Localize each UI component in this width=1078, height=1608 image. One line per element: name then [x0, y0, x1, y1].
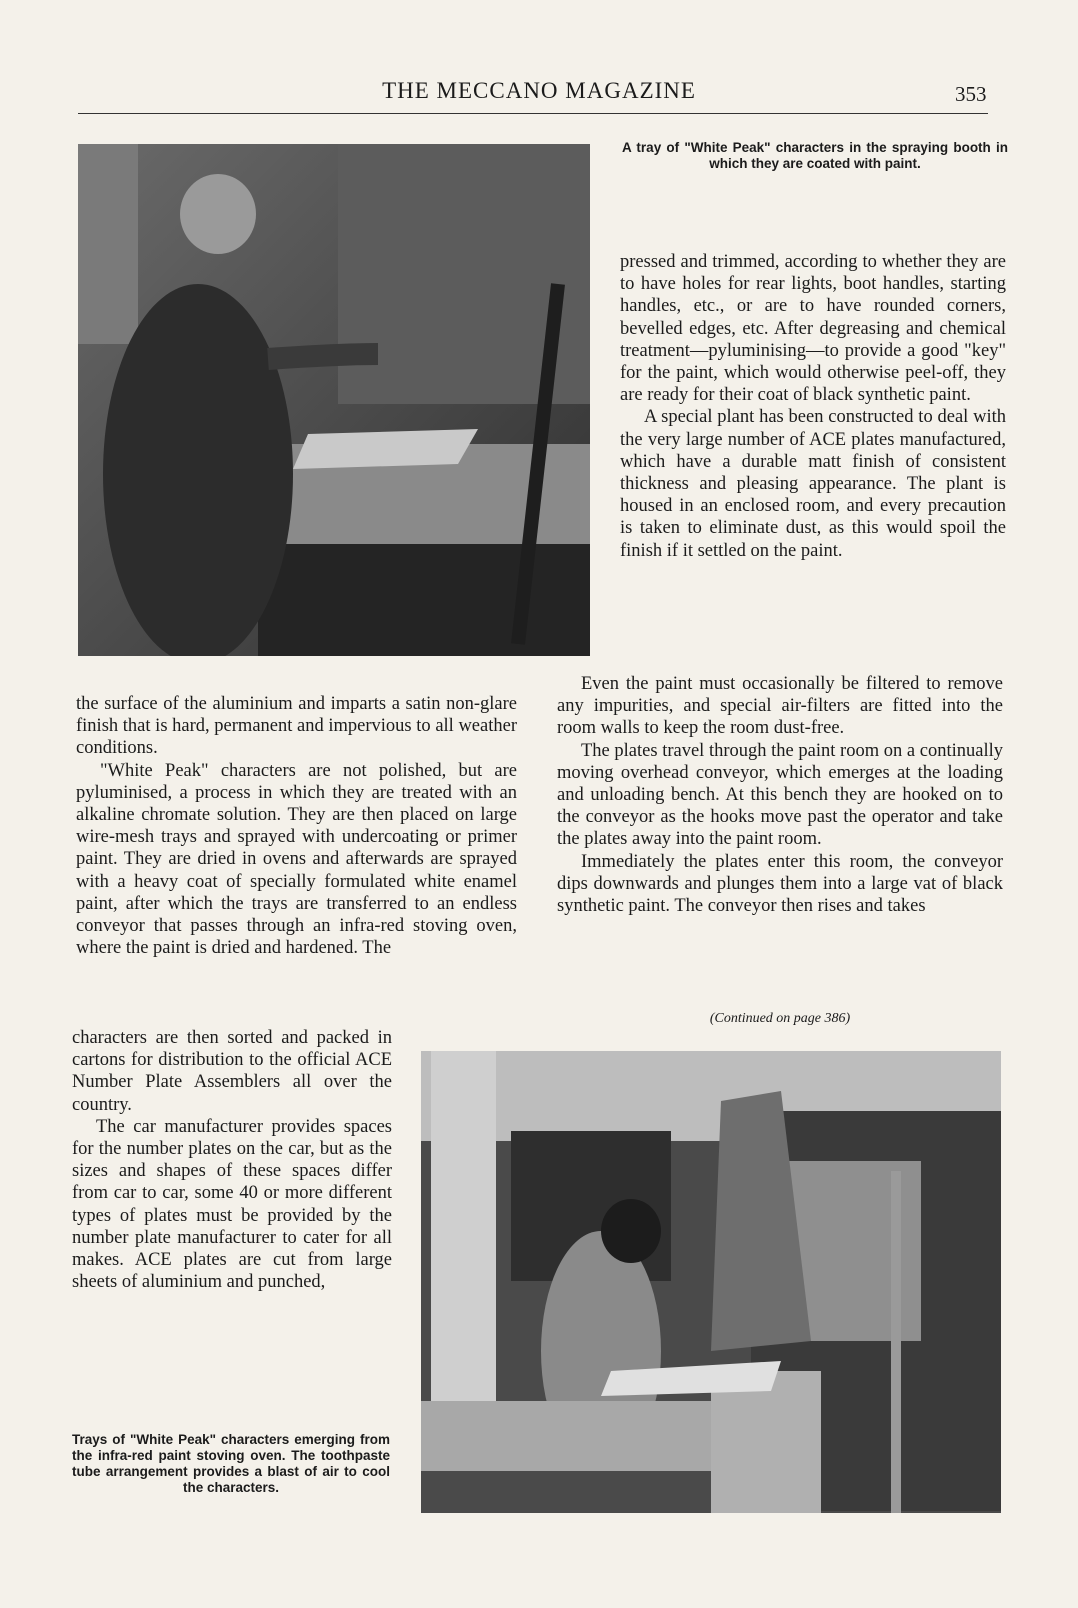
- paragraph: The car manufacturer provides spaces for the number plates on the car, but as the sizes and shapes of these spaces differ from car to car, some 40 or more different types of plates must be provided by the number plate manufacturer to cater for all makes. ACE plates are cut from large sheets of aluminium and punched,: [72, 1116, 392, 1293]
- paragraph: pressed and trimmed, according to whether they are to have holes for rear lights, boot handles, starting handles, etc., or are to have rounded corners, bevelled edges, etc. After degreasing and chemical treatment—pyluminising—to provide a good "key" for the paint, which would otherwise peel-off, they are ready for their coat of black synthetic paint.: [620, 252, 1006, 406]
- paragraph: "White Peak" characters are not polished, but are pyluminised, a process in which they are treated with an alkaline chromate solution. They are then placed on large wire-mesh trays and sprayed with undercoating or primer paint. They are dried in ovens and afterwards are sprayed with a heavy coat of specially formulated white enamel paint, after which the trays are transferred to an endless conveyor that passes through an infra-red stoving oven, where the paint is dried and hardened. The: [76, 760, 517, 959]
- top-photo-caption: A tray of "White Peak" characters in the spraying booth in which they are coated with paint.: [622, 140, 1008, 171]
- right-mid-column: [557, 673, 1003, 917]
- narrow-column: [72, 1027, 392, 1293]
- magazine-title: THE MECCANO MAGAZINE: [382, 78, 696, 103]
- paragraph: A special plant has been constructed to deal with the very large number of ACE plates manufactured, which have a durable matt finish of consistent thickness and pleasing appearance. The plant is housed in an enclosed room, and every precaution is taken to eliminate dust, as this would spoil the finish if it settled on the paint.: [620, 407, 1006, 561]
- header-rule: [78, 113, 988, 114]
- paragraph: characters are then sorted and packed in cartons for distribution to the official ACE Number Plate Assemblers all over the country.: [72, 1028, 392, 1115]
- spraying-booth-photo: [78, 144, 590, 656]
- stoving-oven-photo: [421, 1051, 1001, 1513]
- paragraph: Even the paint must occasionally be filtered to remove any impurities, and special air-filters are fitted into the room walls to keep the room dust-free.: [557, 674, 1003, 739]
- bottom-photo-caption: Trays of "White Peak" characters emerging from the infra-red paint stoving oven. The toothpaste tube arrangement provides a blast of air to cool the characters.: [72, 1432, 390, 1495]
- left-column: [76, 693, 517, 959]
- paragraph: the surface of the aluminium and imparts a satin non-glare finish that is hard, permanent and impervious to all weather conditions.: [76, 694, 517, 759]
- paragraph: The plates travel through the paint room on a continually moving overhead conveyor, which emerges at the loading and unloading bench. At this bench they are hooked on to the conveyor as the hooks move past the operator and take the plates away into the paint room.: [557, 740, 1003, 850]
- continued-note: (Continued on page 386): [709, 1011, 851, 1026]
- paragraph: Immediately the plates enter this room, the conveyor dips downwards and plunges them into a large vat of black synthetic paint. The conveyor then rises and takes: [557, 851, 1003, 917]
- page-number: 353: [955, 82, 987, 106]
- right-top-column: [620, 251, 1006, 562]
